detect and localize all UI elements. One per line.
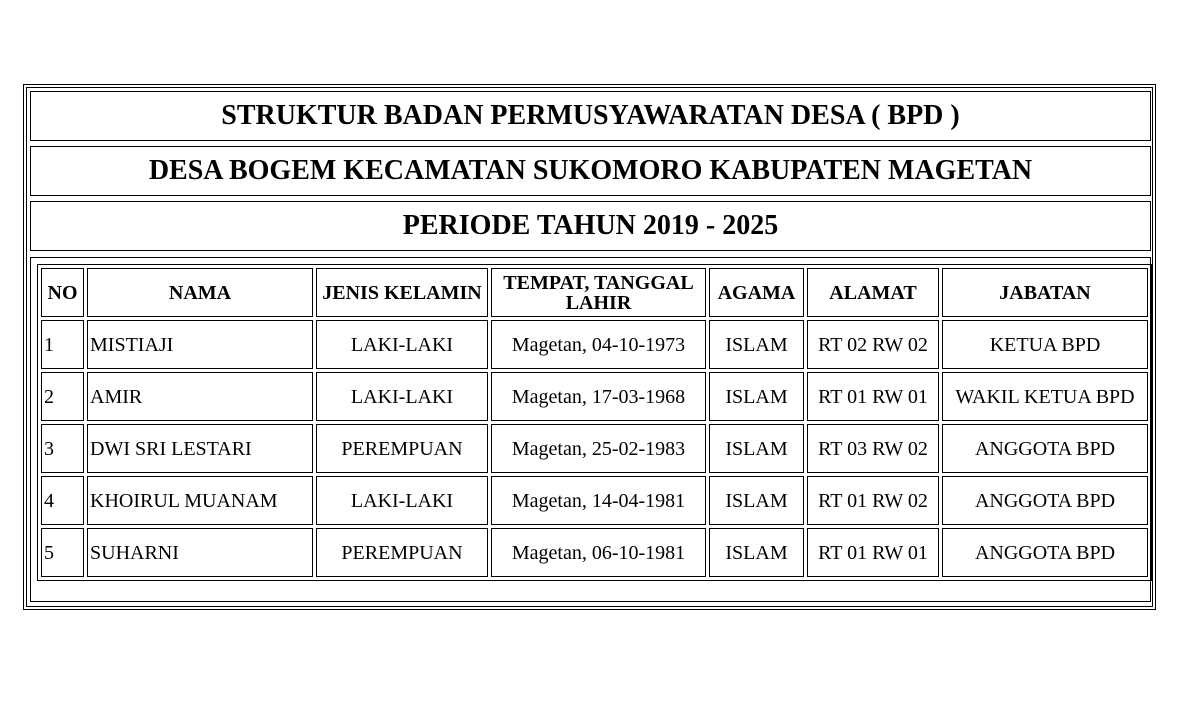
table-row — [41, 320, 1148, 369]
document-title: STRUKTUR BADAN PERMUSYAWARATAN DESA ( BPD ) — [30, 91, 1151, 141]
cell-alamat: RT 01 RW 01 — [807, 528, 939, 577]
table-row — [41, 476, 1148, 525]
cell-jabatan: WAKIL KETUA BPD — [942, 372, 1148, 421]
cell-no: 2 — [41, 372, 84, 421]
header-tempat-tanggal-lahir: TEMPAT, TANGGAL LAHIR — [491, 268, 706, 317]
cell-jabatan: ANGGOTA BPD — [942, 424, 1148, 473]
table-row — [41, 372, 1148, 421]
cell-jabatan: ANGGOTA BPD — [942, 528, 1148, 577]
cell-jenis-kelamin: LAKI-LAKI — [316, 476, 488, 525]
cell-jabatan: ANGGOTA BPD — [942, 476, 1148, 525]
cell-alamat: RT 03 RW 02 — [807, 424, 939, 473]
cell-alamat: RT 01 RW 02 — [807, 476, 939, 525]
table-row — [41, 424, 1148, 473]
cell-no: 5 — [41, 528, 84, 577]
cell-nama: KHOIRUL MUANAM — [87, 476, 313, 525]
header-no: NO — [41, 268, 84, 317]
cell-alamat: RT 01 RW 01 — [807, 372, 939, 421]
cell-tempat-tanggal-lahir: Magetan, 17-03-1968 — [491, 372, 706, 421]
cell-jenis-kelamin: PEREMPUAN — [316, 528, 488, 577]
document-period: PERIODE TAHUN 2019 - 2025 — [30, 201, 1151, 251]
header-jabatan: JABATAN — [942, 268, 1148, 317]
cell-tempat-tanggal-lahir: Magetan, 25-02-1983 — [491, 424, 706, 473]
document-subtitle: DESA BOGEM KECAMATAN SUKOMORO KABUPATEN MAGETAN — [30, 146, 1151, 196]
cell-jenis-kelamin: LAKI-LAKI — [316, 320, 488, 369]
cell-nama: AMIR — [87, 372, 313, 421]
document-frame — [23, 84, 1156, 610]
cell-nama: DWI SRI LESTARI — [87, 424, 313, 473]
table-row — [41, 528, 1148, 577]
cell-jenis-kelamin: PEREMPUAN — [316, 424, 488, 473]
cell-agama: ISLAM — [709, 320, 804, 369]
cell-agama: ISLAM — [709, 476, 804, 525]
header-agama: AGAMA — [709, 268, 804, 317]
cell-tempat-tanggal-lahir: Magetan, 14-04-1981 — [491, 476, 706, 525]
cell-no: 3 — [41, 424, 84, 473]
header-nama: NAMA — [87, 268, 313, 317]
cell-alamat: RT 02 RW 02 — [807, 320, 939, 369]
cell-agama: ISLAM — [709, 528, 804, 577]
cell-no: 4 — [41, 476, 84, 525]
cell-nama: SUHARNI — [87, 528, 313, 577]
cell-agama: ISLAM — [709, 372, 804, 421]
document-frame-inner — [26, 87, 1153, 607]
cell-jenis-kelamin: LAKI-LAKI — [316, 372, 488, 421]
cell-jabatan: KETUA BPD — [942, 320, 1148, 369]
member-table — [37, 264, 1152, 581]
table-header-row — [41, 268, 1148, 317]
table-frame — [30, 257, 1151, 602]
cell-no: 1 — [41, 320, 84, 369]
header-jenis-kelamin: JENIS KELAMIN — [316, 268, 488, 317]
cell-nama: MISTIAJI — [87, 320, 313, 369]
cell-tempat-tanggal-lahir: Magetan, 06-10-1981 — [491, 528, 706, 577]
header-alamat: ALAMAT — [807, 268, 939, 317]
cell-agama: ISLAM — [709, 424, 804, 473]
cell-tempat-tanggal-lahir: Magetan, 04-10-1973 — [491, 320, 706, 369]
